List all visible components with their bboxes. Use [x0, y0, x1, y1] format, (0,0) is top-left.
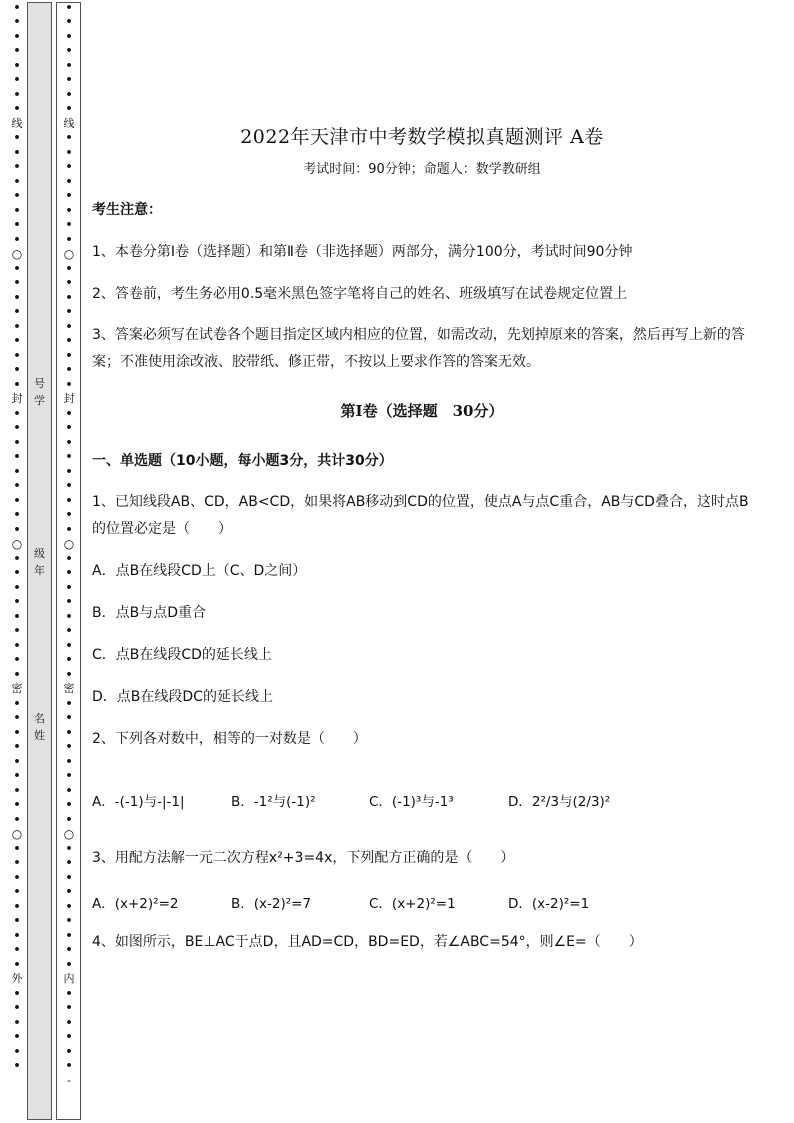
binding-dot: •	[13, 986, 21, 1000]
binding-dot: •	[13, 914, 21, 928]
binding-dot: •	[13, 58, 21, 72]
binding-dot: •	[65, 899, 73, 913]
binding-dot: •	[13, 522, 21, 536]
field-char: 号	[34, 377, 45, 390]
binding-dot: •	[65, 174, 73, 188]
binding-dot: •	[65, 218, 73, 232]
binding-dot: •	[65, 290, 73, 304]
binding-dot: •	[65, 377, 73, 391]
question-2-option-a: A．-(-1)与-|-1|	[92, 794, 185, 810]
binding-label-inside: 内	[63, 972, 75, 986]
binding-dot: •	[65, 102, 73, 116]
binding-dot: •	[13, 1044, 21, 1058]
binding-label-seal: 封	[11, 392, 23, 406]
question-2-stem: 2、下列各对数中，相等的一对数是（ ）	[92, 731, 367, 747]
binding-dot: •	[13, 174, 21, 188]
section-title: 一、单选题（10小题，每小题3分，共计30分）	[92, 453, 393, 469]
binding-circle: ○	[63, 536, 75, 551]
binding-dot: •	[65, 1030, 73, 1044]
binding-dot: •	[13, 783, 21, 797]
binding-dot: •	[13, 29, 21, 43]
binding-dot: •	[13, 856, 21, 870]
binding-label-secret: 密	[11, 682, 23, 696]
binding-dot: •	[13, 305, 21, 319]
notice-item: 3、答案必须写在试卷各个题目指定区域内相应的位置，如需改动，先划掉原来的答案，然后再写上新的答案；不准使用涂改液、胶带纸、修正带，不按以上要求作答的答案无效。	[92, 327, 745, 370]
binding-dot: •	[13, 580, 21, 594]
question-3-option-d: D．(x-2)²=1	[508, 896, 590, 912]
binding-dot: •	[65, 595, 73, 609]
question-1-option-b: B．点B与点D重合	[92, 605, 206, 621]
binding-dot: •	[65, 348, 73, 362]
binding-dot: •	[13, 508, 21, 522]
binding-label-outside: 外	[11, 972, 23, 986]
binding-dot: •	[65, 566, 73, 580]
binding-dot: •	[13, 203, 21, 217]
binding-dot: •	[13, 363, 21, 377]
binding-dot: •	[13, 421, 21, 435]
binding-dot: •	[65, 638, 73, 652]
binding-dot: •	[65, 609, 73, 623]
binding-dot: •	[65, 711, 73, 725]
binding-dot: •	[13, 812, 21, 826]
question-4-stem: 4、如图所示，BE⊥AC于点D，且AD=CD，BD=ED，若∠ABC=54°，则∠E=（ ）	[92, 934, 643, 950]
binding-dot: •	[13, 1001, 21, 1015]
binding-dot: •	[13, 1059, 21, 1073]
binding-circle: ○	[11, 826, 23, 841]
binding-circle: ○	[63, 826, 75, 841]
question-1-option-a: A．点B在线段CD上（C、D之间）	[92, 563, 307, 579]
binding-dot: •	[13, 435, 21, 449]
binding-dot: •	[65, 754, 73, 768]
binding-dot: •	[13, 870, 21, 884]
binding-dot: •	[65, 435, 73, 449]
binding-dot: •	[65, 667, 73, 681]
part1-title: 第Ⅰ卷（选择题 30分）	[340, 402, 504, 420]
field-char: 姓	[34, 729, 45, 742]
binding-dot: •	[65, 261, 73, 275]
binding-dot: •	[65, 551, 73, 565]
binding-dot: •	[65, 885, 73, 899]
binding-dot: •	[13, 261, 21, 275]
binding-dot: •	[13, 769, 21, 783]
binding-dot: •	[65, 131, 73, 145]
binding-dot: •	[13, 44, 21, 58]
binding-dot: •	[65, 450, 73, 464]
binding-dot: •	[65, 479, 73, 493]
binding-dot: •	[65, 1015, 73, 1029]
field-char: 名	[34, 712, 45, 725]
binding-dot: •	[65, 73, 73, 87]
binding-dot: •	[65, 1044, 73, 1058]
binding-dot: •	[13, 609, 21, 623]
binding-circle: ○	[11, 246, 23, 261]
notice-item: 2、答卷前，考生务必用0.5毫米黑色签字笔将自己的姓名、班级填写在试卷规定位置上	[92, 286, 628, 302]
binding-dot: •	[13, 1015, 21, 1029]
binding-label-seal: 封	[63, 392, 75, 406]
question-3-option-b: B．(x-2)²=7	[231, 896, 312, 912]
binding-dot: •	[13, 334, 21, 348]
field-char: 学	[34, 394, 45, 407]
binding-dot: •	[65, 0, 73, 14]
binding-label-line: 线	[63, 116, 75, 130]
exam-title: 2022年天津市中考数学模拟真题测评 A卷	[240, 126, 604, 148]
binding-dot: •	[65, 1059, 73, 1073]
binding-dot: •	[65, 798, 73, 812]
binding-dot: •	[13, 595, 21, 609]
binding-dot: •	[13, 145, 21, 159]
binding-dot: •	[65, 421, 73, 435]
binding-dot: •	[65, 522, 73, 536]
binding-dot: •	[13, 725, 21, 739]
binding-dot: •	[65, 957, 73, 971]
binding-dot: •	[65, 44, 73, 58]
binding-dot: •	[13, 667, 21, 681]
binding-dot: •	[65, 145, 73, 159]
field-char: 年	[34, 564, 45, 577]
question-2-option-d: D．2²/3与(2/3)²	[508, 794, 611, 810]
binding-dot: •	[65, 856, 73, 870]
binding-dot: •	[13, 798, 21, 812]
binding-dot: •	[65, 334, 73, 348]
binding-dot: •	[13, 1030, 21, 1044]
binding-dot: •	[13, 131, 21, 145]
binding-dot: •	[13, 73, 21, 87]
binding-dot: •	[13, 754, 21, 768]
binding-dot: •	[65, 914, 73, 928]
binding-dot: •	[13, 841, 21, 855]
binding-dot: •	[65, 653, 73, 667]
class-field	[27, 545, 52, 579]
binding-dot: •	[13, 566, 21, 580]
binding-dot: •	[13, 290, 21, 304]
question-2-option-b: B．-1²与(-1)²	[231, 794, 316, 810]
binding-dot: •	[13, 160, 21, 174]
binding-dot: •	[13, 957, 21, 971]
student-id-field	[27, 375, 52, 409]
binding-label-line: 线	[11, 116, 23, 130]
binding-dot: •	[65, 15, 73, 29]
binding-dot: •	[65, 841, 73, 855]
binding-dot: •	[65, 783, 73, 797]
binding-dot: •	[65, 189, 73, 203]
question-1-option-d: D．点B在线段DC的延长线上	[92, 689, 273, 705]
binding-dot: •	[13, 928, 21, 942]
binding-dot: •	[65, 725, 73, 739]
binding-dot: •	[13, 653, 21, 667]
binding-dot: •	[13, 15, 21, 29]
binding-dot: •	[13, 102, 21, 116]
binding-dot: •	[13, 232, 21, 246]
question-1-option-c: C．点B在线段CD的延长线上	[92, 647, 272, 663]
inner-binding-line	[58, 0, 80, 1088]
binding-dot: •	[65, 363, 73, 377]
binding-dot: •	[65, 870, 73, 884]
binding-dot: •	[13, 348, 21, 362]
binding-dot: •	[13, 740, 21, 754]
binding-dot: •	[65, 1001, 73, 1015]
binding-dot: •	[65, 812, 73, 826]
notice-item: 1、本卷分第Ⅰ卷（选择题）和第Ⅱ卷（非选择题）两部分，满分100分，考试时间90分钟	[92, 244, 633, 260]
binding-dot: •	[65, 493, 73, 507]
binding-circle: ○	[11, 536, 23, 551]
binding-dot: •	[13, 899, 21, 913]
question-3-option-c: C．(x+2)²=1	[369, 896, 456, 912]
name-field	[27, 710, 52, 744]
binding-dot: •	[65, 740, 73, 754]
question-2-option-c: C．(-1)³与-1³	[369, 794, 454, 810]
outer-binding-line	[6, 0, 28, 1073]
binding-dot: •	[13, 276, 21, 290]
binding-dot: •	[13, 189, 21, 203]
binding-dot: •	[65, 276, 73, 290]
binding-dot: •	[65, 986, 73, 1000]
binding-dot: •	[65, 508, 73, 522]
binding-dot: •	[65, 319, 73, 333]
binding-dot: •	[13, 696, 21, 710]
binding-dot: •	[65, 160, 73, 174]
binding-dot: •	[13, 551, 21, 565]
binding-dot: •	[65, 769, 73, 783]
binding-dot: •	[13, 319, 21, 333]
binding-dot: •	[65, 696, 73, 710]
binding-dot: •	[65, 928, 73, 942]
binding-dot: •	[65, 305, 73, 319]
question-1-stem: 1、已知线段AB、CD，AB<CD，如果将AB移动到CD的位置，使点A与点C重合，AB与CD叠合，这时点B的位置必定是（ ）	[92, 494, 749, 537]
binding-dot: •	[13, 493, 21, 507]
binding-dot: •	[13, 479, 21, 493]
binding-dot: •	[65, 232, 73, 246]
binding-dot: •	[13, 624, 21, 638]
field-char: 级	[34, 547, 45, 560]
binding-dot: •	[65, 406, 73, 420]
binding-dot: •	[13, 406, 21, 420]
binding-dot: •	[13, 943, 21, 957]
binding-dot: •	[13, 885, 21, 899]
binding-dot: •	[13, 218, 21, 232]
binding-dot: •	[65, 203, 73, 217]
binding-dot: •	[65, 464, 73, 478]
binding-dot: •	[65, 87, 73, 101]
binding-dot: •	[65, 580, 73, 594]
binding-dot: •	[13, 87, 21, 101]
binding-dot: •	[13, 711, 21, 725]
binding-circle: ○	[63, 246, 75, 261]
binding-dot: •	[65, 58, 73, 72]
binding-dot: •	[13, 464, 21, 478]
exam-subtitle: 考试时间：90分钟；命题人：数学教研组	[303, 162, 541, 177]
binding-dot: •	[65, 29, 73, 43]
binding-label-secret: 密	[63, 682, 75, 696]
binding-dot: •	[13, 0, 21, 14]
binding-dot: •	[65, 624, 73, 638]
binding-dot: •	[65, 943, 73, 957]
question-3-option-a: A．(x+2)²=2	[92, 896, 179, 912]
binding-dash: -	[67, 1073, 71, 1087]
binding-dot: •	[13, 450, 21, 464]
question-3-stem: 3、用配方法解一元二次方程x²+3=4x，下列配方正确的是（ ）	[92, 850, 515, 866]
binding-dot: •	[13, 638, 21, 652]
binding-dot: •	[13, 377, 21, 391]
notice-heading: 考生注意：	[92, 202, 162, 218]
